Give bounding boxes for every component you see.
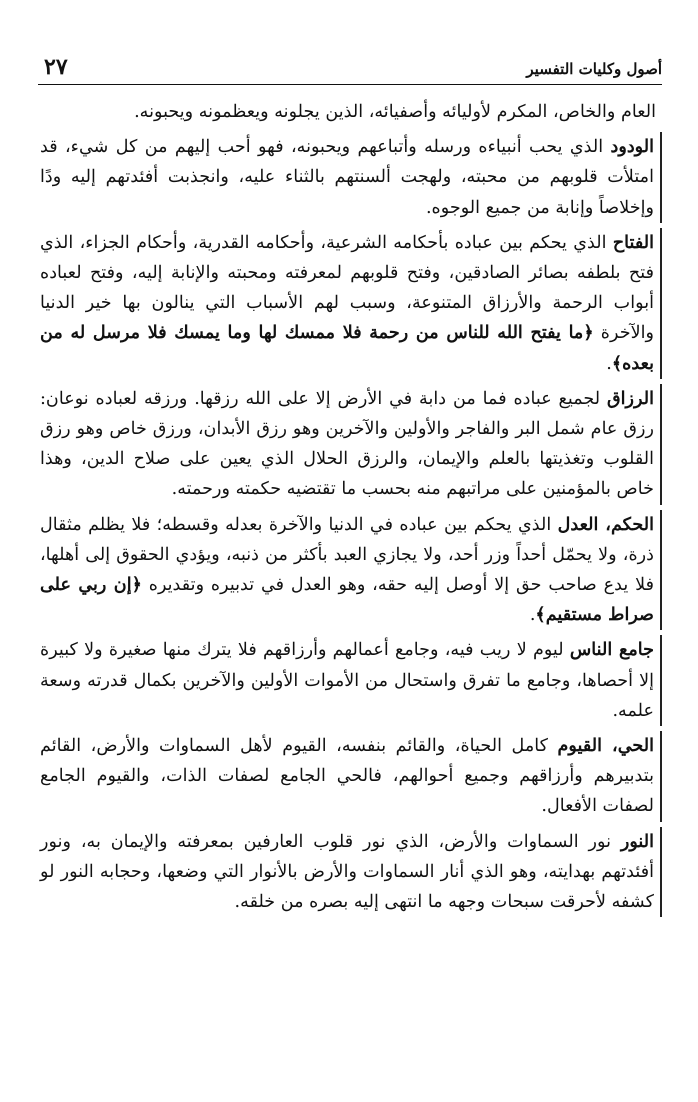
entry-text: ليوم لا ريب فيه، وجامع أعمالهم وأرزاقهم فلا يترك منها صغيرة ولا كبيرة إلا أحصاها، وجامع ما تفرق واستحال من الأموات الأولين والآخرين بكمال قدرته وسعة علمه. — [40, 640, 654, 721]
entry-term: الودود — [610, 136, 654, 158]
header-rule — [38, 84, 662, 85]
entry-ar-razzaq — [38, 384, 662, 505]
running-title: أصول وكليات التفسير — [526, 60, 662, 78]
entry-text: كامل الحياة، والقائم بنفسه، القيوم لأهل السماوات والأرض، القائم بتدبيرهم وأرزاقهم وجميع أحوالهم، فالحي الجامع لصفات الذات، والقيوم الجامع لصفات الأفعال. — [40, 736, 654, 817]
quran-quote: ﴿إن ربي على صراط مستقيم﴾ — [40, 574, 654, 626]
entry-end: . — [606, 353, 612, 374]
entry-text: لجميع عباده فما من دابة في الأرض إلا على الله رزقها. ورزقه لعباده نوعان: رزق عام شمل البر والفاجر والأولين والآخرين وهو رزق الأبدان، ورزق خاص وهو رزق القلوب وتغذيتها بالعلم والإيمان، والرزق الحلال الذي يعين على صلاح الدين، وهذا خاص بالمؤمنين على مراتبهم منه بحسب ما تقتضيه حكمته ورحمته. — [40, 388, 654, 500]
entry-text: الذي يحكم بين عباده بأحكامه الشرعية، وأحكامه القدرية، وأحكام الجزاء، الذي فتح بلطفه بصائر الصادقين، وفتح قلوبهم لمعرفته ومحبته والإنابة إليه، وفتح لعباده أبواب الرحمة والأرزاق المتنوعة، وسبب لهم الأسباب التي ينالون بها خير الدنيا والآخرة — [40, 232, 655, 344]
quran-quote: ﴿ما يفتح الله للناس من رحمة فلا ممسك لها وما يمسك فلا مرسل له من بعده﴾ — [40, 322, 654, 374]
entry-term: الحي، القيوم — [557, 735, 654, 757]
entry-an-nur — [38, 827, 662, 918]
entry-term: جامع الناس — [569, 639, 655, 661]
entry-term: الحكم، العدل — [557, 513, 654, 535]
entry-term: الفتاح — [612, 231, 654, 253]
entry-al-wadud — [38, 132, 662, 223]
entry-text: الذي يحكم بين عباده في الدنيا والآخرة بعدله وقسطه؛ فلا يظلم مثقال ذرة، ولا يحمّل أحداً وزر أحد، ولا يجازي العبد بأكثر من ذنبه، ويؤدي الحقوق إلى أهلها، فلا يدع صاحب حق إلا أوصل إليه حقه، وهو العدل في تدبيره وتقديره — [40, 514, 654, 596]
entry-al-fattah — [38, 228, 662, 379]
paragraph-continuation — [38, 97, 662, 127]
paragraph-text: العام والخاص، المكرم لأوليائه وأصفيائه، الذين يجلونه ويعظمونه ويحبونه. — [134, 102, 656, 122]
entry-al-hakam-al-adl — [38, 510, 662, 631]
entry-term: النور — [620, 830, 654, 852]
page-body — [38, 97, 662, 917]
entry-term: الرزاق — [607, 387, 654, 409]
entry-jami-an-nas — [38, 635, 662, 726]
entry-end: . — [529, 605, 536, 626]
page-header — [38, 52, 662, 82]
entry-al-hayy-al-qayyum — [38, 731, 662, 822]
entry-text: نور السماوات والأرض، الذي نور قلوب العارفين بمعرفته والإيمان به، ونور أفئدتهم بهدايته، وهو الذي أنار السماوات والأرض بالأنوار التي وضعها، وحجابه النور لو كشفه لأحرقت سبحات وجهه ما انتهى إليه بصره من خلقه. — [40, 831, 654, 913]
entry-text: الذي يحب أنبياءه ورسله وأتباعهم ويحبونه، فهو أحب إليهم من كل شيء، قد امتلأت قلوبهم من محبته، ولهجت ألسنتهم بالثناء عليه، وانجذبت أفئدتهم إليه ودًا وإخلاصاً وإنابة من جميع الوجوه. — [40, 137, 654, 218]
page-number: ٢٧ — [44, 54, 68, 80]
